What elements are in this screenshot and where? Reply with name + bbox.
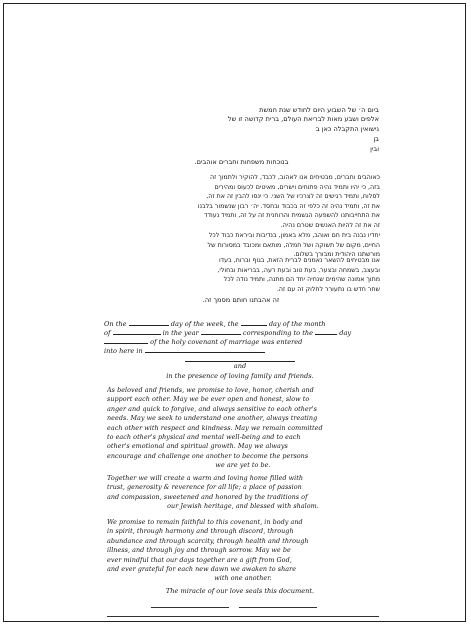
english-date-line-3: of the holy covenant of marriage was entered — [104, 335, 376, 346]
english-p1-line: each other with respect and kindness. May we remain committed — [107, 423, 323, 432]
hebrew-p3-line: ובעצב, בשמחה ובצער, בעת טוב ובעת רעה, בבריאות ובחולי, — [217, 266, 380, 274]
hebrew-p1-line: בזה, כי יהיו ותמיד נהיה פתוחים וישרים, מאיטים לכעוס ומהירים — [214, 183, 380, 191]
english-p3-line: ever mindful that our days together are a gift from God, — [107, 555, 292, 564]
english-date-line-4: into here in — [104, 344, 376, 355]
english-p1-line: support each other. May we be ever open and honest, slow to — [107, 395, 310, 404]
blank-location — [145, 344, 265, 353]
english-p1-line: As beloved and friends, we promise to love, honor, cherish and — [107, 386, 314, 394]
signature-line-2 — [239, 607, 317, 608]
hebrew-date-line-2: אלפים ושבע מאות לבריאת העולם, ברית קדושה זו של — [227, 115, 379, 123]
hebrew-p1-line: את התחייבותנו להשפעה הגשמית והרוחנית זה על זה, ותמיד נעודד — [204, 212, 380, 220]
hebrew-subtitle: בנוכחות משפחות וחברים אוהבים. — [194, 158, 289, 166]
hebrew-p2-line: יחדיו נבנה בית חם ואוהב, מלא באמון, בנדיבות וביראת כבוד לכל — [208, 232, 380, 239]
english-p1-line: anger and quick to forgive, and always sensitive to each other's — [107, 404, 317, 413]
english-closing: The miracle of our love seals this document. — [165, 587, 315, 595]
english-paragraph-2 — [107, 474, 379, 512]
english-date-line-2: of in the year corresponding to the day — [104, 326, 376, 337]
blank-corresponding-date — [315, 326, 337, 335]
english-p3-line: We promise to remain faithful to this covenant, in body and — [107, 518, 303, 526]
english-p1-line: needs. May we seek to understand one another, always treating — [107, 414, 318, 423]
english-presence: in the presence of loving family and friends. — [166, 372, 314, 380]
hebrew-closing: זה אהבתנו חותם מסמך זה. — [202, 296, 280, 304]
hebrew-paragraph-1 — [102, 173, 380, 231]
hebrew-paragraph-3 — [102, 256, 380, 294]
hebrew-p1-line: זה את זה להיות האנשים שטרם נהיה. — [280, 221, 380, 229]
hebrew-p2-line: מורשתנו היהודית ומבורך בשלום. — [293, 251, 380, 259]
hebrew-p2-line: החיים, מקום של תשוקה ושל חמלה, מותאם ומכובד במסורות של — [207, 241, 380, 249]
hebrew-date-line-3: נישואין התקבלה כאן ב — [315, 125, 379, 133]
hebrew-p1-line: את זה, ותמיד נהיה זה כלפי זה בכבוד ובחסד. יה׳ רבון שנשמור בלבנו — [197, 202, 380, 210]
english-p2-line: Together we will create a warm and loving home filled with — [107, 474, 303, 482]
blank-gregorian — [104, 335, 148, 344]
english-p2-line: and compassion, sweetened and honored by the traditions of — [107, 492, 308, 501]
hebrew-p3-line: אנו מבטיחים להשאר נאמנים לברית הזאת, בגוף וברוח, בעדו — [218, 257, 380, 264]
english-p1-line: to each other's physical and mental well-being and to each — [107, 433, 301, 442]
signature-line-1 — [151, 607, 229, 608]
english-p1-line: encourage and challenge one another to become the persons — [107, 451, 309, 460]
signature-line-3 — [107, 616, 379, 617]
english-p1-line: we are yet to be. — [215, 461, 271, 470]
english-p3-line: and ever grateful for each new dawn we awaken to share — [107, 565, 297, 574]
hebrew-p1-line: לסלוח, ותמיד רגישים זה לצרכיו של השני. כי ינסו להבין זה את זה, — [206, 193, 380, 201]
english-paragraph-1 — [107, 386, 379, 471]
hebrew-p3-line: מתוך אמונה שהימים שנחיה יחד הם מתנה, ותמיד נודה לכל — [223, 276, 380, 284]
hebrew-p3-line: שחר חדש בו נתעורר לחלוק זה עם זה. — [276, 285, 380, 293]
english-p3-line: in spirit, through harmony and through discord, through — [107, 527, 294, 536]
english-p1-line: other's emotional and spiritual growth. May we always — [107, 442, 288, 451]
english-p2-line: our Jewish heritage, and blessed with shalom. — [167, 502, 319, 511]
ketubah-page — [3, 3, 466, 622]
hebrew-date-line-4: בן — [373, 135, 379, 143]
blank-year — [201, 326, 241, 335]
blank-month — [113, 326, 161, 335]
english-date-line-1: On the day of the week, the day of the month — [104, 317, 376, 328]
english-p2-line: trust, generosity & reverence for all life; a place of passion — [107, 483, 302, 492]
hebrew-date-line-1: ביום ה׳ של השבוע היום לחודש שנת חמשת — [259, 106, 379, 114]
english-and: and — [233, 362, 247, 370]
blank-partner-1 — [185, 353, 295, 362]
english-paragraph-3 — [107, 518, 379, 584]
english-p3-line: with one another. — [214, 574, 272, 583]
hebrew-date-line-5: ובין — [370, 145, 379, 153]
english-p3-line: illness, and through joy and through sorrow. May we be — [107, 546, 291, 555]
english-p3-line: abundance and through scarcity, through health and through — [107, 536, 309, 545]
blank-weekday — [129, 317, 169, 326]
hebrew-p1-line: כאוהבים וחברים, מבטיחים אנו לאהוב, לכבד, להוקיר ולתמוך זה — [210, 174, 380, 181]
blank-day-of-month — [241, 317, 267, 326]
